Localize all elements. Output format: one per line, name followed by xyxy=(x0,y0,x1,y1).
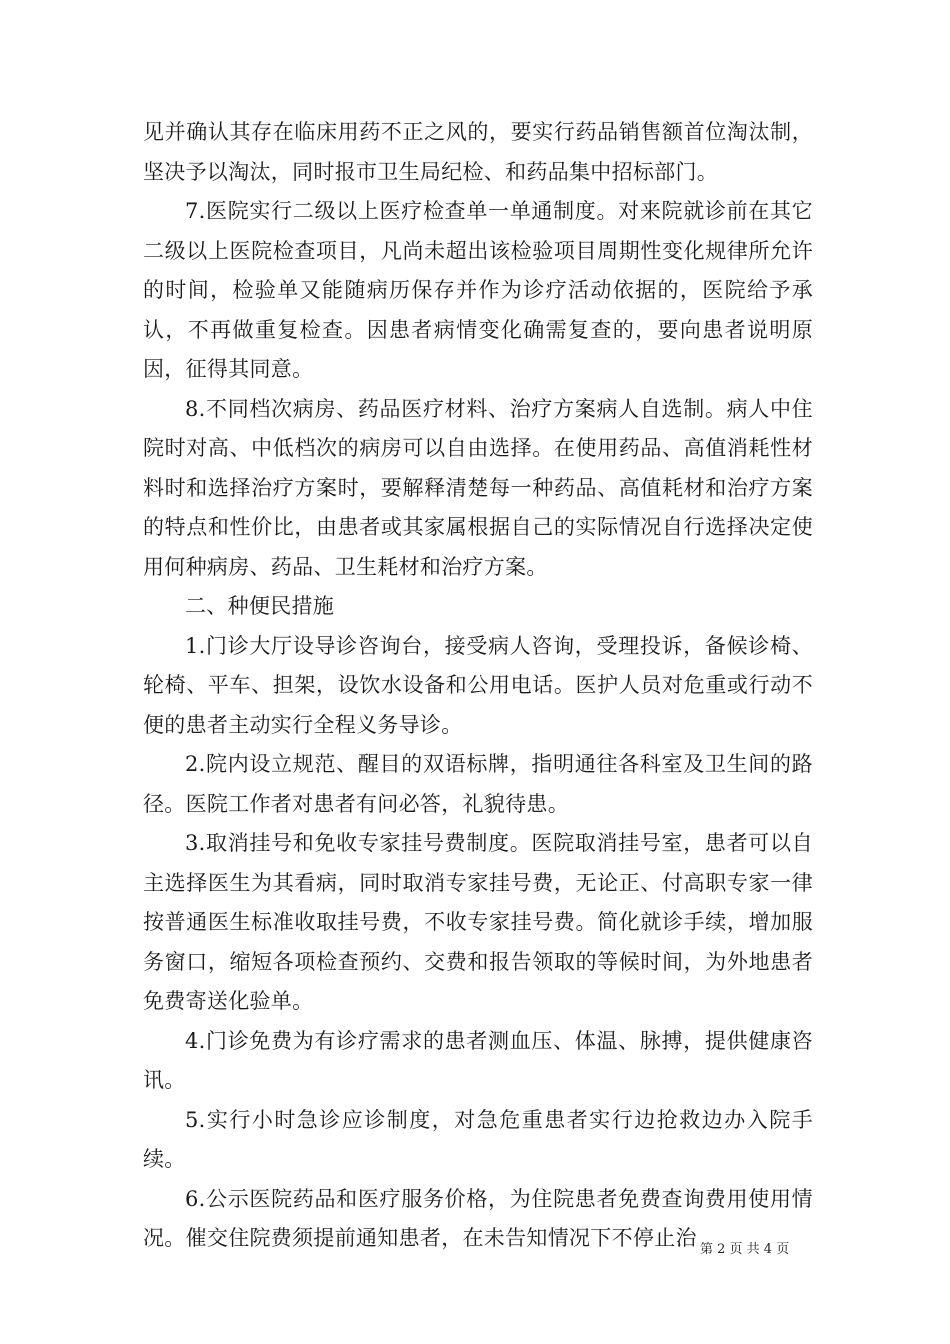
paragraph-item-1: 1.门诊大厅设导诊咨询台，接受病人咨询，受理投诉，备候诊椅、轮椅、平车、担架，设饮水设备和公用电话。医护人员对危重或行动不便的患者主动实行全程义务导诊。 xyxy=(143,633,813,737)
page-number-label: 第 2 页 共 4 页 xyxy=(700,1242,790,1257)
body-text xyxy=(143,113,813,1259)
paragraph-item-3: 3.取消挂号和免收专家挂号费制度。医院取消挂号室，患者可以自主选择医生为其看病，同时取消专家挂号费，无论正、付高职专家一律按普通医生标准收取挂号费，不收专家挂号费。简化就诊手续，增加服务窗口，缩短各项检查预约、交费和报告领取的等候时间，为外地患者免费寄送化验单。 xyxy=(143,831,813,1013)
paragraph-item-5: 5.实行小时急诊应诊制度，对急危重患者实行边抢救边办入院手续。 xyxy=(143,1107,813,1171)
paragraph-item-7: 7.医院实行二级以上医疗检查单一单通制度。对来院就诊前在其它二级以上医院检查项目，凡尚未超出该检验项目周期性变化规律所允许的时间，检验单又能随病历保存并作为诊疗活动依据的，医院给予承认，不再做重复检查。因患者病情变化确需复查的，要向患者说明原因，征得其同意。 xyxy=(143,199,813,381)
paragraph-continuation: 见并确认其存在临床用药不正之风的，要实行药品销售额首位淘汰制，坚决予以淘汰，同时报市卫生局纪检、和药品集中招标部门。 xyxy=(143,120,813,184)
section-heading: 二、种便民措施 xyxy=(185,594,335,618)
paragraph-item-2: 2.院内设立规范、醒目的双语标牌，指明通往各科室及卫生间的路径。医院工作者对患者有问必答，礼貌待患。 xyxy=(143,752,813,816)
paragraph-item-8: 8.不同档次病房、药品医疗材料、治疗方案病人自选制。病人中住院时对高、中低档次的病房可以自由选择。在使用药品、高值消耗性材料时和选择治疗方案时，要解释清楚每一种药品、高值耗材和治疗方案的特点和性价比，由患者或其家属根据自己的实际情况自行选择决定使用何种病房、药品、卫生耗材和治疗方案。 xyxy=(143,396,813,579)
paragraph-item-4: 4.门诊免费为有诊疗需求的患者测血压、体温、脉搏，提供健康咨讯。 xyxy=(143,1028,813,1092)
paragraph-item-6: 6.公示医院药品和医疗服务价格，为住院患者免费查询费用使用情况。催交住院费须提前通知患者，在未告知情况下不停止治 xyxy=(143,1186,813,1250)
page-footer xyxy=(700,1241,789,1259)
